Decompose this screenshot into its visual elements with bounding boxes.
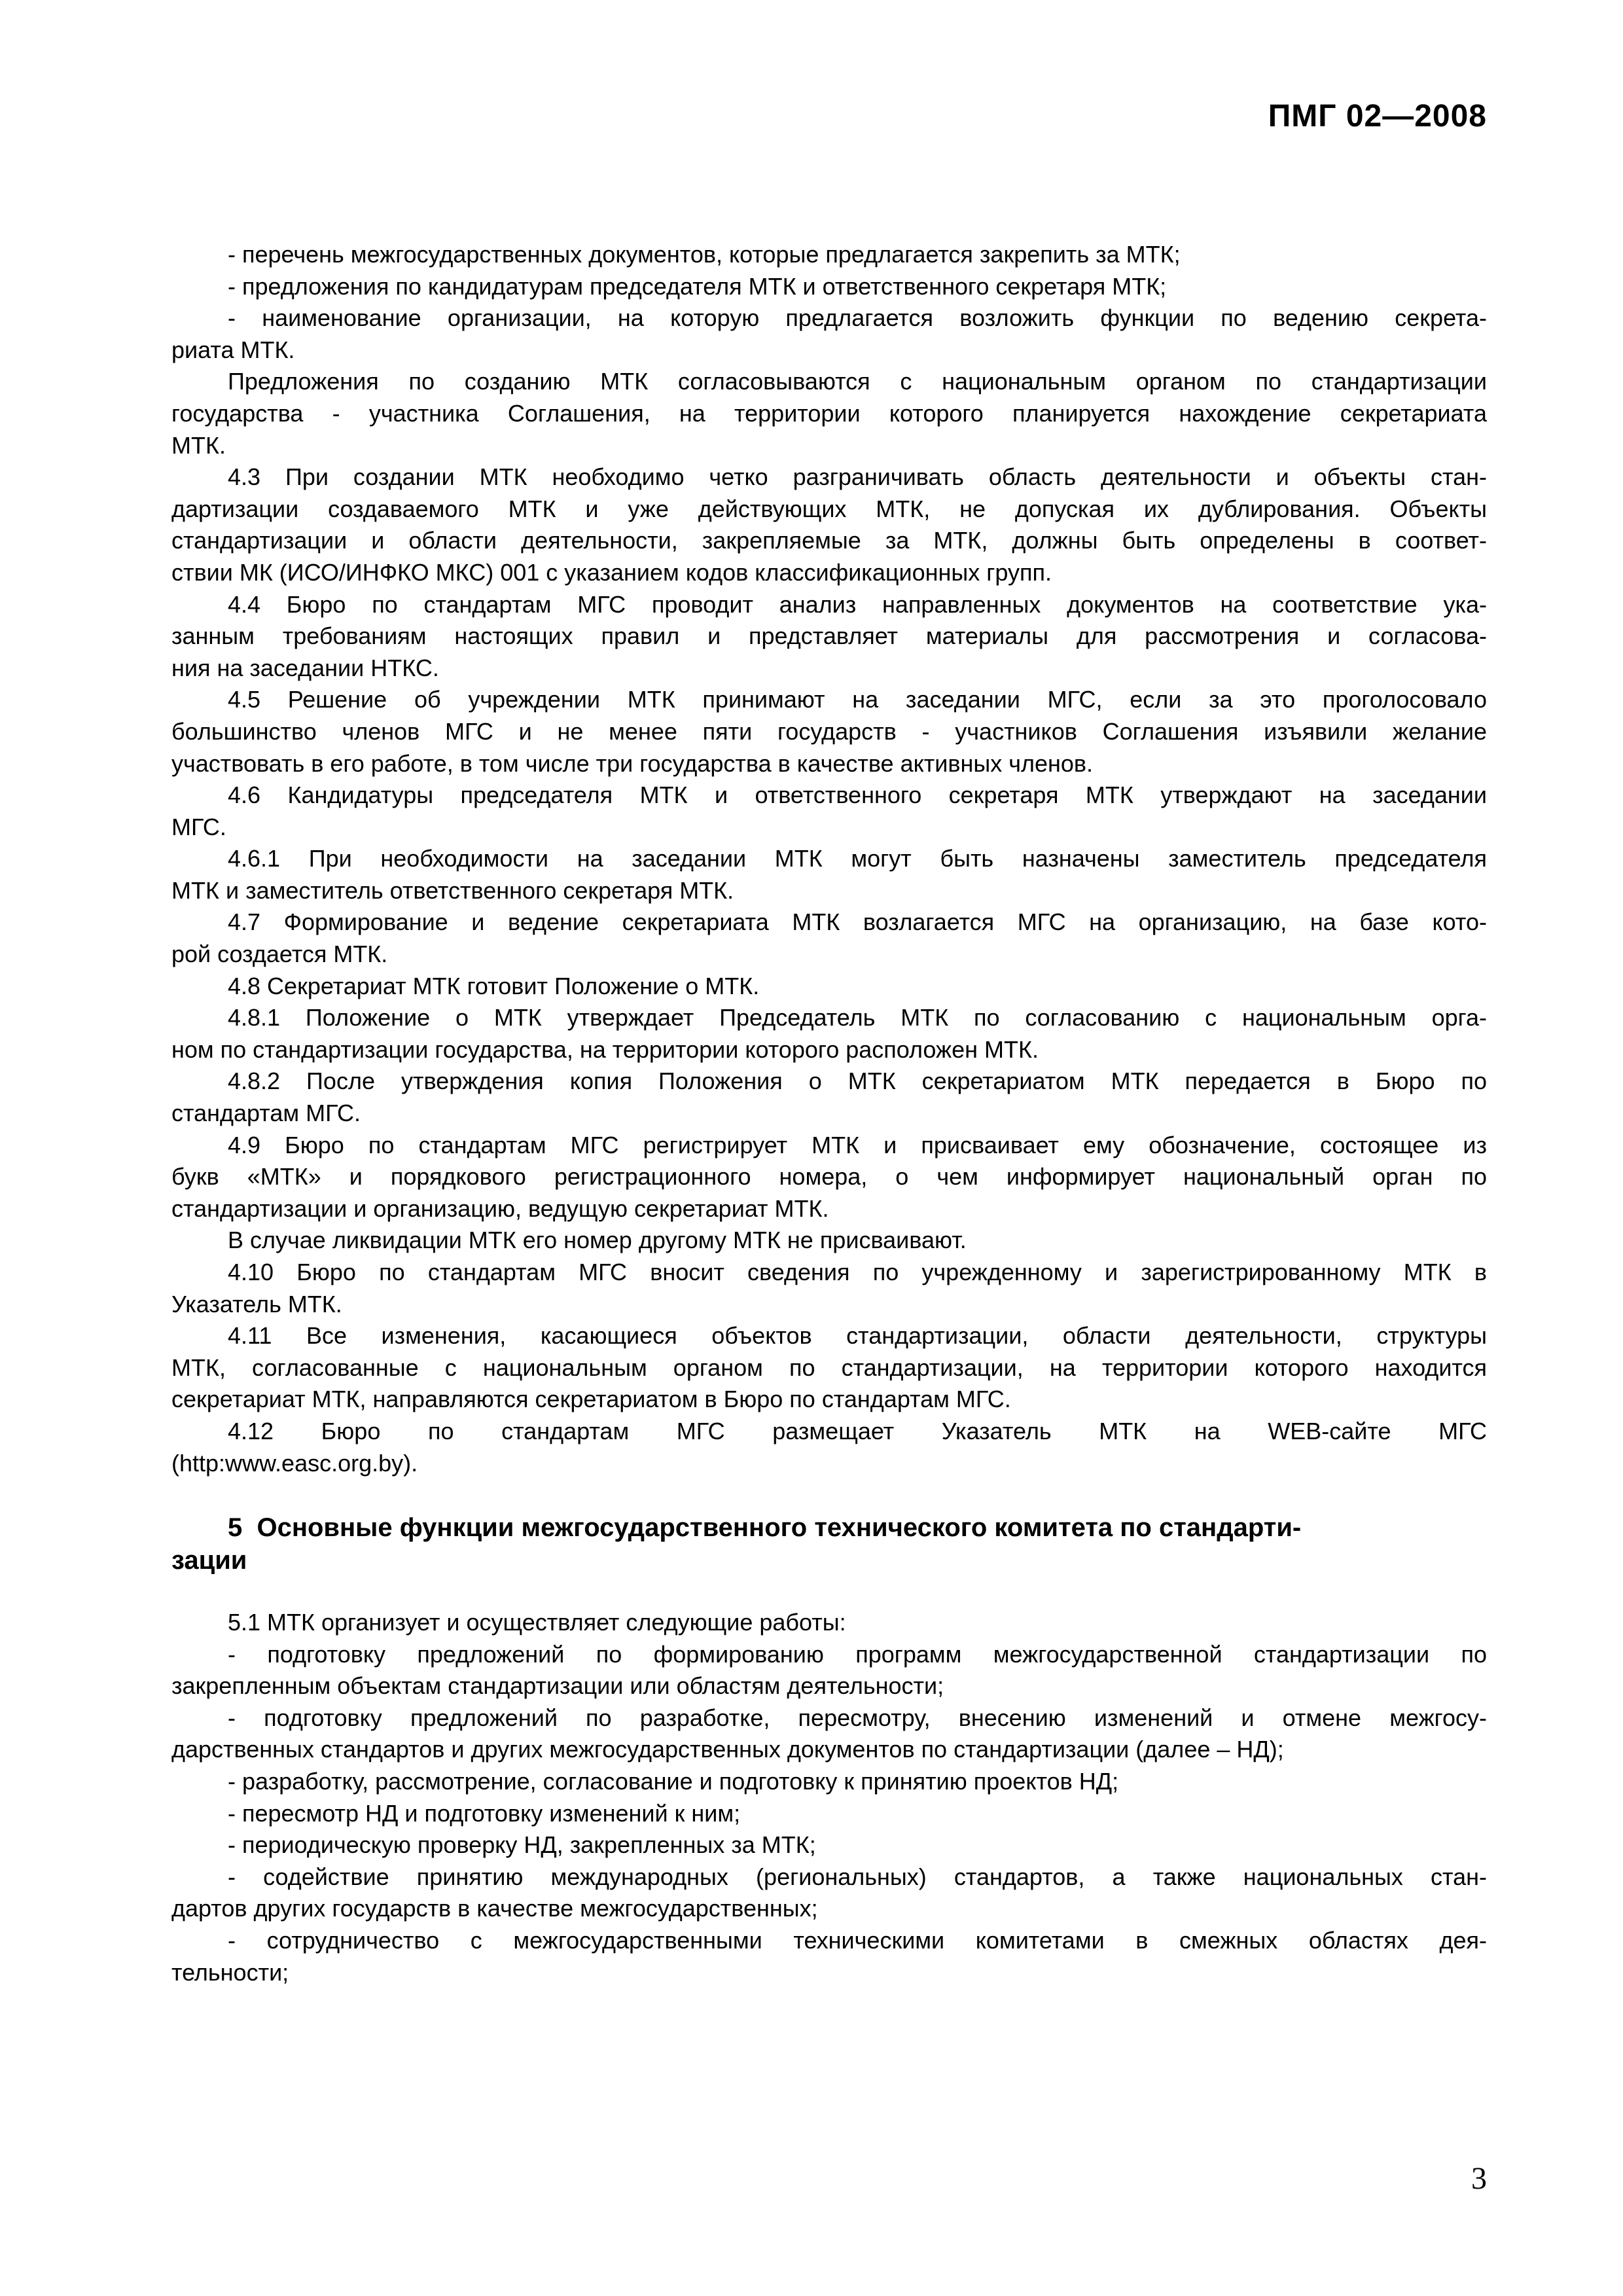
text-line: ния на заседании НТКС.	[171, 654, 439, 681]
text-line: дартов других государств в качестве межгосударственных;	[171, 1895, 818, 1922]
text-line: закрепленным объектам стандартизации или областям деятельности;	[171, 1672, 944, 1700]
text-line: 4.6.1 При необходимости на заседании МТК могут быть назначены заместитель председателя	[228, 845, 1487, 872]
text-line: государства - участника Соглашения, на территории которого планируется нахождение секретариата	[171, 399, 1487, 427]
document-designation-header: ПМГ 02—2008	[1268, 99, 1487, 134]
text-line: участвовать в его работе, в том числе три государства в качестве активных членов.	[171, 749, 1094, 777]
text-line: Предложения по созданию МТК согласовываются с национальным органом по стандартизации	[228, 368, 1487, 395]
text-line: 4.3 При создании МТК необходимо четко разграничивать область деятельности и объекты стан-	[228, 463, 1487, 491]
text-line: 4.11 Все изменения, касающиеся объектов стандартизации, области деятельности, структуры	[228, 1322, 1487, 1350]
text-line: 5.1 МТК организует и осуществляет следующие работы:	[228, 1609, 846, 1636]
text-line: риата МТК.	[171, 336, 295, 363]
text-line: большинство членов МГС и не менее пяти государств - участников Соглашения изъявили желание	[171, 717, 1487, 745]
text-line: ном по стандартизации государства, на территории которого расположен МТК.	[171, 1035, 1039, 1063]
section-5-heading-line: 5 Основные функции межгосударственного технического комитета по стандарти-	[228, 1513, 1302, 1542]
text-line: букв «МТК» и порядкового регистрационного номера, о чем информирует национальный орган по	[171, 1163, 1487, 1191]
text-line: МТК и заместитель ответственного секретаря МТК.	[171, 876, 734, 904]
text-line: 4.4 Бюро по стандартам МГС проводит анализ направленных документов на соответствие ука-	[228, 590, 1487, 618]
text-line: дарственных стандартов и других межгосударственных документов по стандартизации (далее – НД);	[171, 1736, 1284, 1763]
text-line: - сотрудничество с межгосударственными техническими комитетами в смежных областях дея-	[228, 1926, 1487, 1954]
text-line: стандартизации и области деятельности, закрепляемые за МТК, должны быть определены в соответ-	[171, 527, 1487, 554]
text-line: стандартам МГС.	[171, 1100, 361, 1127]
text-line: - разработку, рассмотрение, согласование и подготовку к принятию проектов НД;	[228, 1767, 1119, 1795]
text-line: стандартизации и организацию, ведущую секретариат МТК.	[171, 1194, 829, 1222]
text-line: 4.8 Секретариат МТК готовит Положение о МТК.	[228, 972, 760, 999]
text-line: МТК, согласованные с национальным органом по стандартизации, на территории которого находится	[171, 1354, 1487, 1381]
section-5-heading-line: зации	[171, 1546, 247, 1575]
text-line: МТК.	[171, 431, 226, 459]
body-text-section-4	[171, 239, 1487, 1479]
text-line: - периодическую проверку НД, закрепленных за МТК;	[228, 1831, 816, 1859]
text-line: дартизации создаваемого МТК и уже действующих МТК, не допуская их дублирования. Объекты	[171, 495, 1487, 522]
text-line: Указатель МТК.	[171, 1290, 342, 1318]
page-number: 3	[1471, 2161, 1487, 2196]
text-line: 4.7 Формирование и ведение секретариата МТК возлагается МГС на организацию, на базе кото-	[228, 908, 1487, 936]
text-line: 4.9 Бюро по стандартам МГС регистрирует МТК и присваивает ему обозначение, состоящее из	[228, 1131, 1487, 1158]
text-line: МГС.	[171, 813, 226, 840]
text-line: 4.6 Кандидатуры председателя МТК и ответственного секретаря МТК утверждают на заседании	[228, 781, 1487, 809]
text-line: ствии МК (ИСО/ИНФКО МКС) 001 с указанием кодов классификационных групп.	[171, 558, 1052, 586]
text-line: занным требованиям настоящих правил и представляет материалы для рассмотрения и согласова-	[171, 622, 1487, 650]
text-line: - содействие принятию международных (региональных) стандартов, а также национальных стан-	[228, 1863, 1487, 1890]
text-line: 4.10 Бюро по стандартам МГС вносит сведения по учрежденному и зарегистрированному МТК в	[228, 1259, 1487, 1285]
text-line: рой создается МТК.	[171, 941, 388, 968]
text-line: - предложения по кандидатурам председателя МТК и ответственного секретаря МТК;	[228, 272, 1167, 300]
text-line: 4.5 Решение об учреждении МТК принимают на заседании МГС, если за это проголосовало	[228, 686, 1487, 713]
text-line: секретариат МТК, направляются секретариатом в Бюро по стандартам МГС.	[171, 1386, 1011, 1413]
text-line: - подготовку предложений по формированию программ межгосударственной стандартизации по	[228, 1640, 1487, 1668]
text-line: 4.8.2 После утверждения копия Положения о МТК секретариатом МТК передается в Бюро по	[228, 1067, 1487, 1095]
text-line: тельности;	[171, 1958, 289, 1986]
body-text-section-5	[171, 1607, 1487, 1988]
text-line: В случае ликвидации МТК его номер другому МТК не присваивают.	[228, 1227, 967, 1254]
text-line: 4.12 Бюро по стандартам МГС размещает Указатель МТК на WEB-сайте МГС	[228, 1417, 1487, 1444]
text-line: 4.8.1 Положение о МТК утверждает Председатель МТК по согласованию с национальным орга-	[228, 1004, 1487, 1031]
text-line: - наименование организации, на которую предлагается возложить функции по ведению секрета-	[228, 304, 1487, 332]
text-line: - перечень межгосударственных документов, которые предлагается закрепить за МТК;	[228, 241, 1181, 268]
text-line: - подготовку предложений по разработке, пересмотру, внесению изменений и отмене межгосу-	[228, 1704, 1487, 1731]
text-line: - пересмотр НД и подготовку изменений к ним;	[228, 1799, 741, 1827]
text-line: (http:www.easc.org.by).	[171, 1449, 418, 1477]
section-5-heading	[171, 1511, 1487, 1577]
